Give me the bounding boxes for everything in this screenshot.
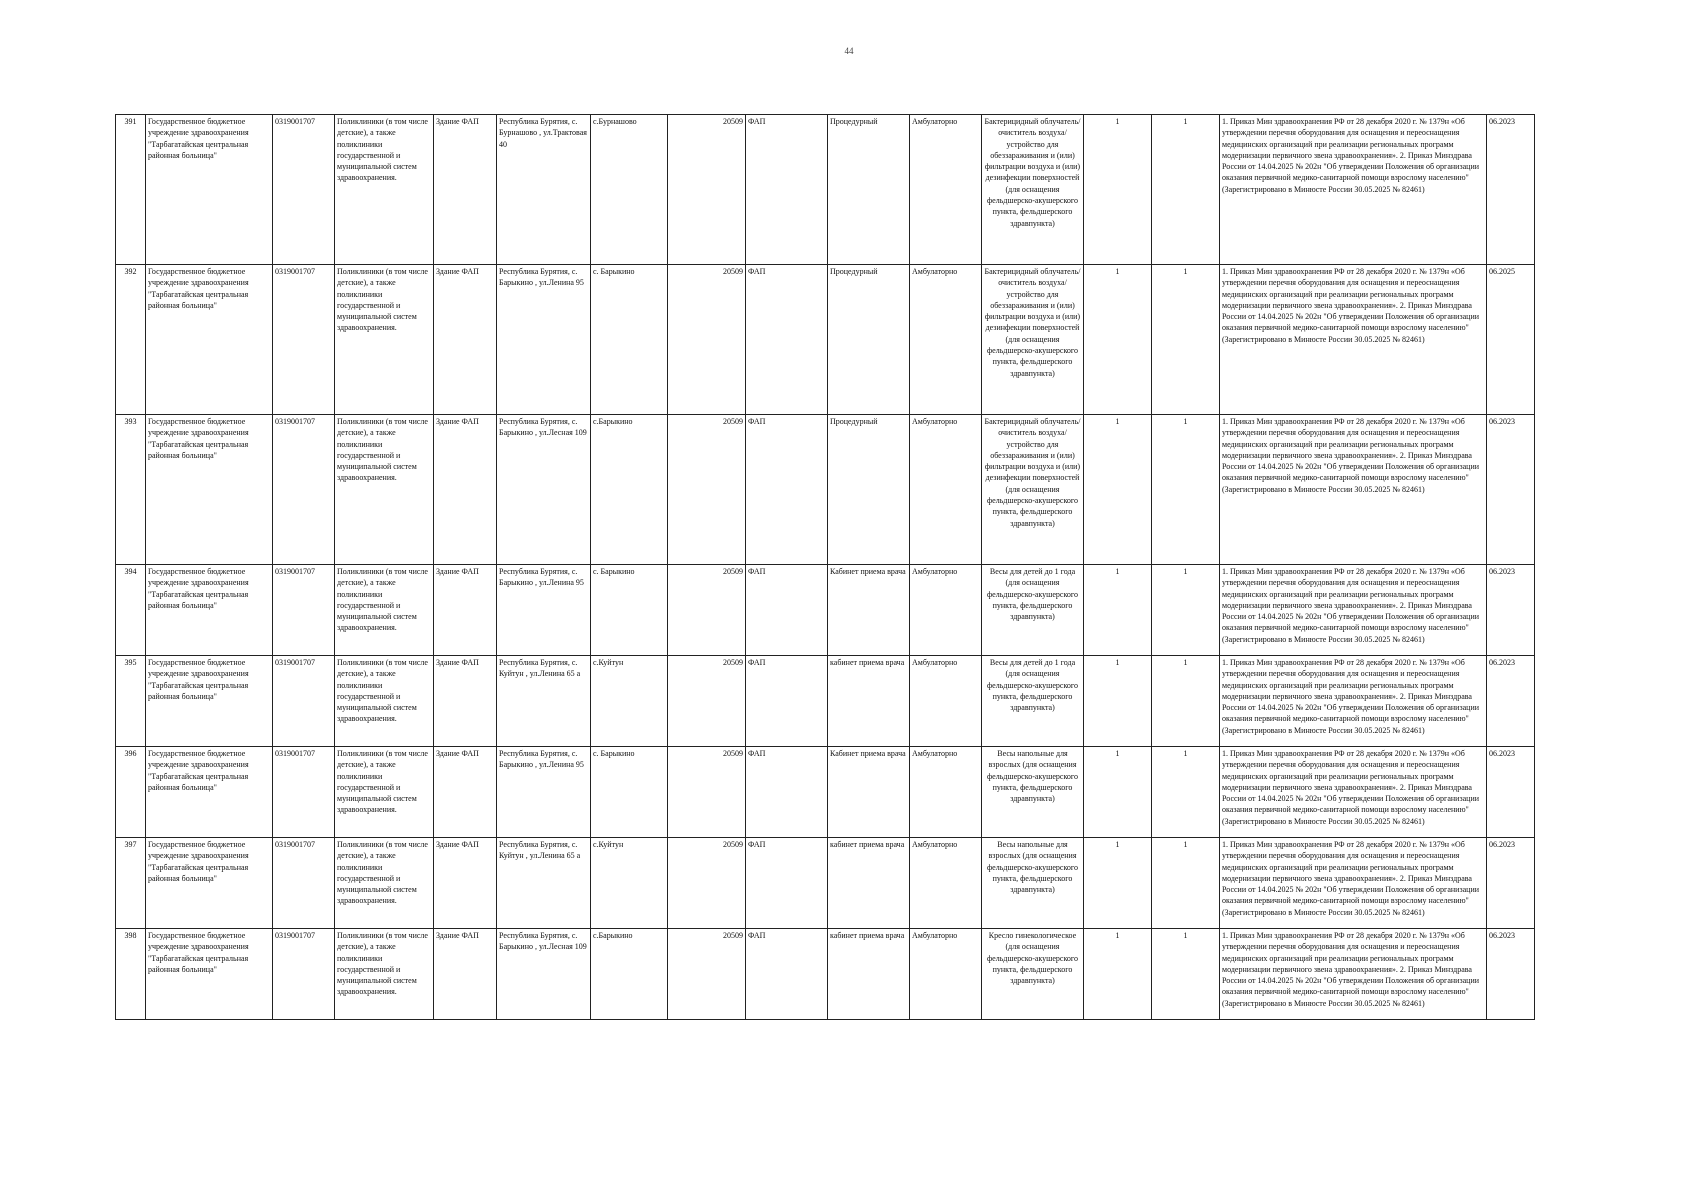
- address-cell: Республика Бурятия, с. Бурнашово , ул.Трактовая 40: [497, 115, 591, 265]
- row-number-cell: 397: [116, 838, 146, 929]
- facility-type-cell: Поликлиники (в том числе детские), а также поликлиники государственной и муниципальной систем здравоохранения.: [335, 115, 434, 265]
- equipment-name-cell: Бактерицидный облучатель/очиститель воздуха/устройство для обеззараживания и (или) фильтрации воздуха и (или) дезинфекции поверхностей (для оснащения фельдшерско-акушерского пункта, фельдшерского здравпункта): [982, 115, 1084, 265]
- facility-type-cell: Поликлиники (в том числе детские), а также поликлиники государственной и муниципальной систем здравоохранения.: [335, 265, 434, 415]
- unit-code-cell: 20509: [668, 415, 746, 565]
- date-cell: 06.2023: [1487, 115, 1535, 265]
- legal-basis-cell: 1. Приказ Мин здравоохранения РФ от 28 декабря 2020 г. № 1379н «Об утверждении перечня оборудования для оснащения и переоснащения медицинских организаций при реализации региональных программ модернизации первичного звена здравоохранения». 2. Приказ Минздрава России от 14.04.2025 № 202н "Об утверждении Положения об организации оказания первичной медико-санитарной помощи взрослому населению" (Зарегистрировано в Минюсте России 30.05.2025 № 82461): [1220, 265, 1487, 415]
- facility-type-cell: Поликлиники (в том числе детские), а также поликлиники государственной и муниципальной систем здравоохранения.: [335, 656, 434, 747]
- room-name-cell: Процедурный: [828, 265, 910, 415]
- unit-name-cell: ФАП: [746, 115, 828, 265]
- organization-name-cell: Государственное бюджетное учреждение здравоохранения "Тарбагатайская центральная районная больница": [146, 565, 273, 656]
- date-cell: 06.2023: [1487, 415, 1535, 565]
- unit-name-cell: ФАП: [746, 747, 828, 838]
- quantity-planned-cell: 1: [1152, 265, 1220, 415]
- equipment-name-cell: Кресло гинекологическое (для оснащения фельдшерско-акушерского пункта, фельдшерского здравпункта): [982, 929, 1084, 1020]
- settlement-cell: с.Куйтун: [591, 656, 668, 747]
- organization-name-cell: Государственное бюджетное учреждение здравоохранения "Тарбагатайская центральная районная больница": [146, 656, 273, 747]
- care-form-cell: Амбулаторно: [910, 565, 982, 656]
- equipment-name-cell: Бактерицидный облучатель/очиститель воздуха/устройство для обеззараживания и (или) фильтрации воздуха и (или) дезинфекции поверхностей (для оснащения фельдшерско-акушерского пункта, фельдшерского здравпункта): [982, 265, 1084, 415]
- legal-basis-cell: 1. Приказ Мин здравоохранения РФ от 28 декабря 2020 г. № 1379н «Об утверждении перечня оборудования для оснащения и переоснащения медицинских организаций при реализации региональных программ модернизации первичного звена здравоохранения». 2. Приказ Минздрава России от 14.04.2025 № 202н "Об утверждении Положения об организации оказания первичной медико-санитарной помощи взрослому населению" (Зарегистрировано в Минюсте России 30.05.2025 № 82461): [1220, 747, 1487, 838]
- settlement-cell: с.Барыкино: [591, 415, 668, 565]
- date-cell: 06.2023: [1487, 929, 1535, 1020]
- care-form-cell: Амбулаторно: [910, 115, 982, 265]
- equipment-name-cell: Весы напольные для взрослых (для оснащения фельдшерско-акушерского пункта, фельдшерского здравпункта): [982, 747, 1084, 838]
- date-cell: 06.2023: [1487, 747, 1535, 838]
- care-form-cell: Амбулаторно: [910, 656, 982, 747]
- inn-code-cell: 0319001707: [273, 115, 335, 265]
- facility-type-cell: Поликлиники (в том числе детские), а также поликлиники государственной и муниципальной систем здравоохранения.: [335, 929, 434, 1020]
- quantity-planned-cell: 1: [1152, 415, 1220, 565]
- inn-code-cell: 0319001707: [273, 929, 335, 1020]
- quantity-planned-cell: 1: [1152, 929, 1220, 1020]
- row-number-cell: 391: [116, 115, 146, 265]
- quantity-planned-cell: 1: [1152, 115, 1220, 265]
- address-cell: Республика Бурятия, с. Барыкино , ул.Ленина 95: [497, 565, 591, 656]
- quantity-planned-cell: 1: [1152, 838, 1220, 929]
- table-row: [116, 415, 1535, 565]
- legal-basis-cell: 1. Приказ Мин здравоохранения РФ от 28 декабря 2020 г. № 1379н «Об утверждении перечня оборудования для оснащения и переоснащения медицинских организаций при реализации региональных программ модернизации первичного звена здравоохранения». 2. Приказ Минздрава России от 14.04.2025 № 202н "Об утверждении Положения об организации оказания первичной медико-санитарной помощи взрослому населению" (Зарегистрировано в Минюсте России 30.05.2025 № 82461): [1220, 565, 1487, 656]
- table-row: [116, 838, 1535, 929]
- building-type-cell: Здание ФАП: [434, 265, 497, 415]
- unit-name-cell: ФАП: [746, 565, 828, 656]
- inn-code-cell: 0319001707: [273, 565, 335, 656]
- room-name-cell: кабинет приема врача: [828, 656, 910, 747]
- settlement-cell: с.Барыкино: [591, 929, 668, 1020]
- room-name-cell: кабинет приема врача: [828, 929, 910, 1020]
- quantity-required-cell: 1: [1084, 265, 1152, 415]
- row-number-cell: 395: [116, 656, 146, 747]
- row-number-cell: 396: [116, 747, 146, 838]
- legal-basis-cell: 1. Приказ Мин здравоохранения РФ от 28 декабря 2020 г. № 1379н «Об утверждении перечня оборудования для оснащения и переоснащения медицинских организаций при реализации региональных программ модернизации первичного звена здравоохранения». 2. Приказ Минздрава России от 14.04.2025 № 202н "Об утверждении Положения об организации оказания первичной медико-санитарной помощи взрослому населению" (Зарегистрировано в Минюсте России 30.05.2025 № 82461): [1220, 415, 1487, 565]
- care-form-cell: Амбулаторно: [910, 265, 982, 415]
- address-cell: Республика Бурятия, с. Барыкино , ул.Лесная 109: [497, 929, 591, 1020]
- inn-code-cell: 0319001707: [273, 747, 335, 838]
- inn-code-cell: 0319001707: [273, 838, 335, 929]
- unit-code-cell: 20509: [668, 565, 746, 656]
- organization-name-cell: Государственное бюджетное учреждение здравоохранения "Тарбагатайская центральная районная больница": [146, 415, 273, 565]
- quantity-required-cell: 1: [1084, 838, 1152, 929]
- row-number-cell: 398: [116, 929, 146, 1020]
- equipment-name-cell: Бактерицидный облучатель/очиститель воздуха/устройство для обеззараживания и (или) фильтрации воздуха и (или) дезинфекции поверхностей (для оснащения фельдшерско-акушерского пункта, фельдшерского здравпункта): [982, 415, 1084, 565]
- settlement-cell: с.Бурнашово: [591, 115, 668, 265]
- room-name-cell: Процедурный: [828, 415, 910, 565]
- building-type-cell: Здание ФАП: [434, 838, 497, 929]
- legal-basis-cell: 1. Приказ Мин здравоохранения РФ от 28 декабря 2020 г. № 1379н «Об утверждении перечня оборудования для оснащения и переоснащения медицинских организаций при реализации региональных программ модернизации первичного звена здравоохранения». 2. Приказ Минздрава России от 14.04.2025 № 202н "Об утверждении Положения об организации оказания первичной медико-санитарной помощи взрослому населению" (Зарегистрировано в Минюсте России 30.05.2025 № 82461): [1220, 115, 1487, 265]
- table-row: [116, 929, 1535, 1020]
- row-number-cell: 394: [116, 565, 146, 656]
- room-name-cell: Процедурный: [828, 115, 910, 265]
- date-cell: 06.2023: [1487, 656, 1535, 747]
- date-cell: 06.2025: [1487, 265, 1535, 415]
- equipment-name-cell: Весы для детей до 1 года (для оснащения фельдшерско-акушерского пункта, фельдшерского здравпункта): [982, 656, 1084, 747]
- building-type-cell: Здание ФАП: [434, 565, 497, 656]
- table-row: [116, 656, 1535, 747]
- organization-name-cell: Государственное бюджетное учреждение здравоохранения "Тарбагатайская центральная районная больница": [146, 838, 273, 929]
- table-row: [116, 115, 1535, 265]
- organization-name-cell: Государственное бюджетное учреждение здравоохранения "Тарбагатайская центральная районная больница": [146, 115, 273, 265]
- room-name-cell: кабинет приема врача: [828, 838, 910, 929]
- unit-name-cell: ФАП: [746, 265, 828, 415]
- facility-type-cell: Поликлиники (в том числе детские), а также поликлиники государственной и муниципальной систем здравоохранения.: [335, 747, 434, 838]
- room-name-cell: Кабинет приема врача: [828, 565, 910, 656]
- settlement-cell: с. Барыкино: [591, 747, 668, 838]
- unit-code-cell: 20509: [668, 265, 746, 415]
- quantity-planned-cell: 1: [1152, 747, 1220, 838]
- organization-name-cell: Государственное бюджетное учреждение здравоохранения "Тарбагатайская центральная районная больница": [146, 265, 273, 415]
- unit-name-cell: ФАП: [746, 929, 828, 1020]
- inn-code-cell: 0319001707: [273, 415, 335, 565]
- quantity-required-cell: 1: [1084, 115, 1152, 265]
- unit-code-cell: 20509: [668, 929, 746, 1020]
- organization-name-cell: Государственное бюджетное учреждение здравоохранения "Тарбагатайская центральная районная больница": [146, 747, 273, 838]
- care-form-cell: Амбулаторно: [910, 929, 982, 1020]
- care-form-cell: Амбулаторно: [910, 747, 982, 838]
- quantity-required-cell: 1: [1084, 929, 1152, 1020]
- equipment-table: [115, 114, 1535, 1020]
- unit-name-cell: ФАП: [746, 838, 828, 929]
- table-row: [116, 265, 1535, 415]
- quantity-required-cell: 1: [1084, 656, 1152, 747]
- address-cell: Республика Бурятия, с. Куйтун , ул.Ленина 65 а: [497, 838, 591, 929]
- table-row: [116, 565, 1535, 656]
- unit-name-cell: ФАП: [746, 656, 828, 747]
- equipment-name-cell: Весы для детей до 1 года (для оснащения фельдшерско-акушерского пункта, фельдшерского здравпункта): [982, 565, 1084, 656]
- quantity-planned-cell: 1: [1152, 565, 1220, 656]
- unit-code-cell: 20509: [668, 656, 746, 747]
- building-type-cell: Здание ФАП: [434, 415, 497, 565]
- care-form-cell: Амбулаторно: [910, 415, 982, 565]
- legal-basis-cell: 1. Приказ Мин здравоохранения РФ от 28 декабря 2020 г. № 1379н «Об утверждении перечня оборудования для оснащения и переоснащения медицинских организаций при реализации региональных программ модернизации первичного звена здравоохранения». 2. Приказ Минздрава России от 14.04.2025 № 202н "Об утверждении Положения об организации оказания первичной медико-санитарной помощи взрослому населению" (Зарегистрировано в Минюсте России 30.05.2025 № 82461): [1220, 656, 1487, 747]
- settlement-cell: с. Барыкино: [591, 565, 668, 656]
- address-cell: Республика Бурятия, с. Барыкино , ул.Ленина 95: [497, 747, 591, 838]
- building-type-cell: Здание ФАП: [434, 115, 497, 265]
- building-type-cell: Здание ФАП: [434, 929, 497, 1020]
- facility-type-cell: Поликлиники (в том числе детские), а также поликлиники государственной и муниципальной систем здравоохранения.: [335, 565, 434, 656]
- date-cell: 06.2023: [1487, 838, 1535, 929]
- building-type-cell: Здание ФАП: [434, 747, 497, 838]
- row-number-cell: 393: [116, 415, 146, 565]
- unit-code-cell: 20509: [668, 838, 746, 929]
- date-cell: 06.2023: [1487, 565, 1535, 656]
- address-cell: Республика Бурятия, с. Барыкино , ул.Лесная 109: [497, 415, 591, 565]
- address-cell: Республика Бурятия, с. Барыкино , ул.Ленина 95: [497, 265, 591, 415]
- building-type-cell: Здание ФАП: [434, 656, 497, 747]
- facility-type-cell: Поликлиники (в том числе детские), а также поликлиники государственной и муниципальной систем здравоохранения.: [335, 415, 434, 565]
- table-row: [116, 747, 1535, 838]
- unit-code-cell: 20509: [668, 747, 746, 838]
- quantity-required-cell: 1: [1084, 415, 1152, 565]
- room-name-cell: Кабинет приема врача: [828, 747, 910, 838]
- legal-basis-cell: 1. Приказ Мин здравоохранения РФ от 28 декабря 2020 г. № 1379н «Об утверждении перечня оборудования для оснащения и переоснащения медицинских организаций при реализации региональных программ модернизации первичного звена здравоохранения». 2. Приказ Минздрава России от 14.04.2025 № 202н "Об утверждении Положения об организации оказания первичной медико-санитарной помощи взрослому населению" (Зарегистрировано в Минюсте России 30.05.2025 № 82461): [1220, 838, 1487, 929]
- address-cell: Республика Бурятия, с. Куйтун , ул.Ленина 65 а: [497, 656, 591, 747]
- organization-name-cell: Государственное бюджетное учреждение здравоохранения "Тарбагатайская центральная районная больница": [146, 929, 273, 1020]
- unit-code-cell: 20509: [668, 115, 746, 265]
- legal-basis-cell: 1. Приказ Мин здравоохранения РФ от 28 декабря 2020 г. № 1379н «Об утверждении перечня оборудования для оснащения и переоснащения медицинских организаций при реализации региональных программ модернизации первичного звена здравоохранения». 2. Приказ Минздрава России от 14.04.2025 № 202н "Об утверждении Положения об организации оказания первичной медико-санитарной помощи взрослому населению" (Зарегистрировано в Минюсте России 30.05.2025 № 82461): [1220, 929, 1487, 1020]
- inn-code-cell: 0319001707: [273, 265, 335, 415]
- row-number-cell: 392: [116, 265, 146, 415]
- equipment-name-cell: Весы напольные для взрослых (для оснащения фельдшерско-акушерского пункта, фельдшерского здравпункта): [982, 838, 1084, 929]
- quantity-required-cell: 1: [1084, 747, 1152, 838]
- quantity-required-cell: 1: [1084, 565, 1152, 656]
- settlement-cell: с. Барыкино: [591, 265, 668, 415]
- inn-code-cell: 0319001707: [273, 656, 335, 747]
- care-form-cell: Амбулаторно: [910, 838, 982, 929]
- facility-type-cell: Поликлиники (в том числе детские), а также поликлиники государственной и муниципальной систем здравоохранения.: [335, 838, 434, 929]
- page-number: 44: [844, 46, 854, 56]
- quantity-planned-cell: 1: [1152, 656, 1220, 747]
- unit-name-cell: ФАП: [746, 415, 828, 565]
- settlement-cell: с.Куйтун: [591, 838, 668, 929]
